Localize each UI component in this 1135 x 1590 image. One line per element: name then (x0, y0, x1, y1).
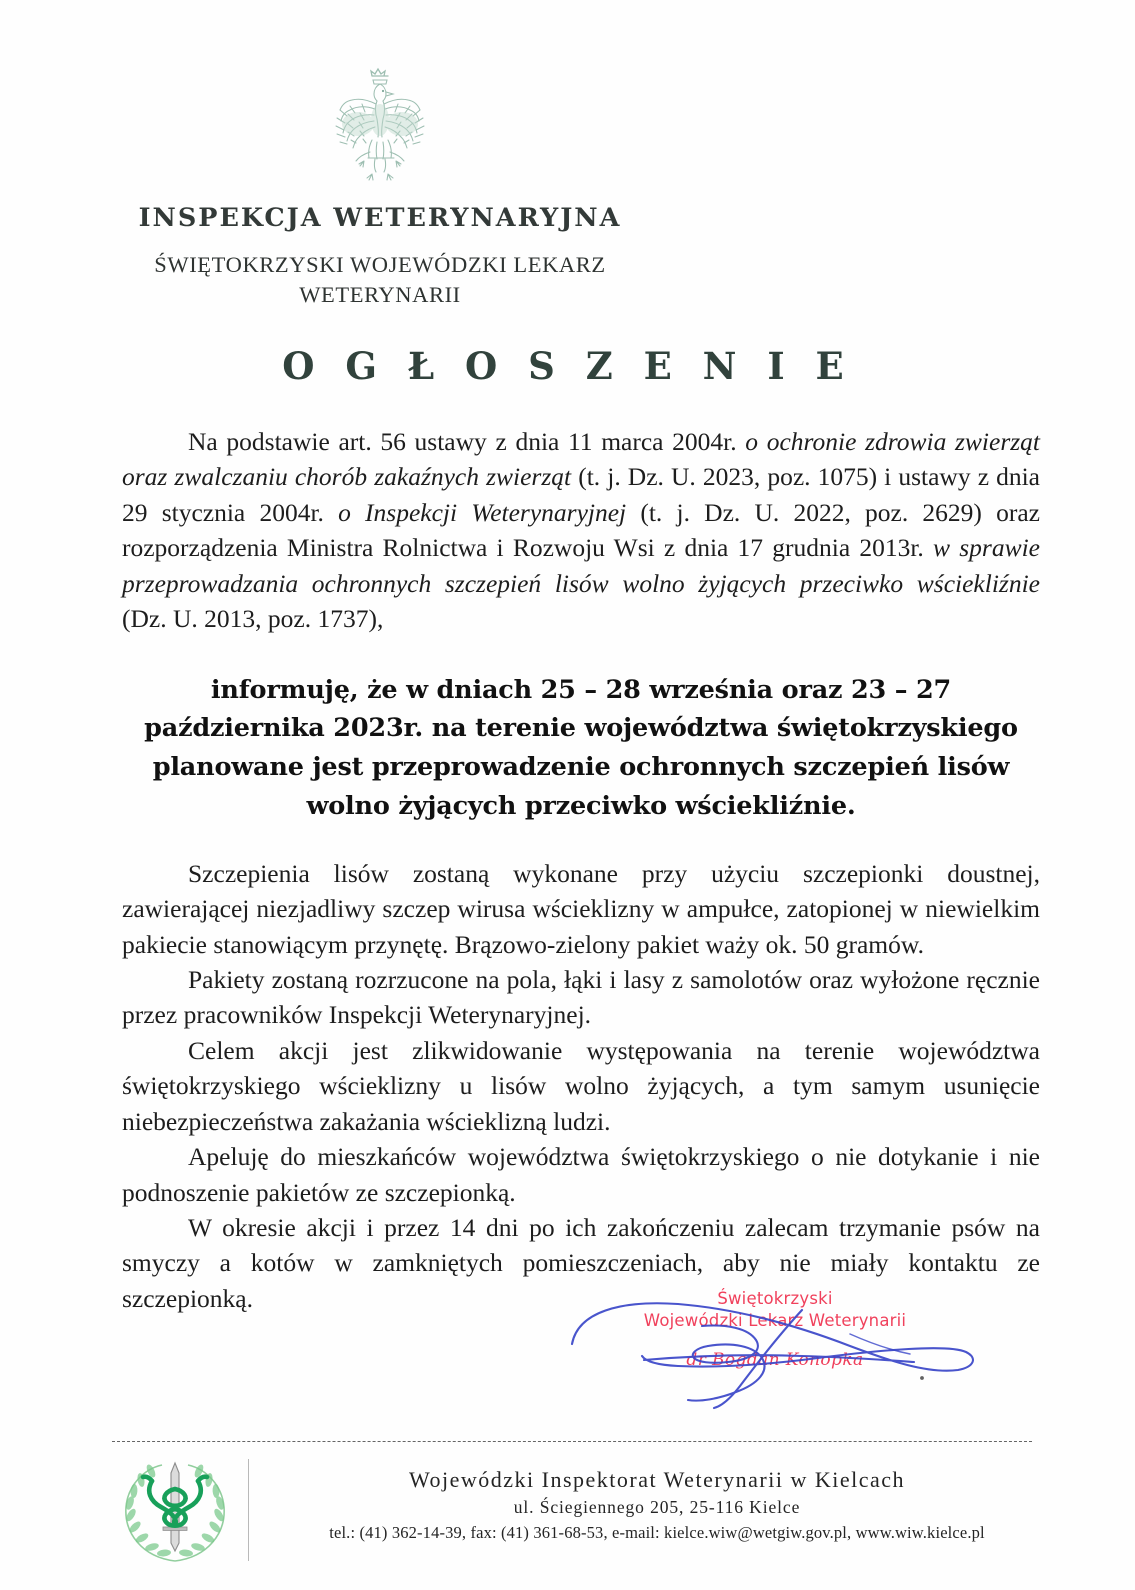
information-paragraphs (122, 856, 1040, 1317)
subtitle-line-2: WETERYNARII (299, 281, 461, 307)
organization-subtitle (0, 250, 760, 309)
legal-seg-7: (Dz. U. 2013, poz. 1737), (122, 604, 384, 634)
document-title: O G Ł O S Z E N I E (282, 344, 853, 388)
paragraph-vaccine-description: Szczepienia lisów zostaną wykonane przy użyciu szczepionki doustnej, zawierającej niezjadliwy szczep wirusa wścieklizny w ampułce, zatopionej w niewielkim pakiecie stanowiącym przynętę. Brązowo-zielony pakiet waży ok. 50 gramów. (122, 858, 1040, 959)
stamp-line-2: Wojewódzki Lekarz Weterynarii (643, 1310, 907, 1330)
document-header (0, 62, 760, 309)
stamp-line-1: Świętokrzyski (717, 1289, 833, 1308)
legal-basis-paragraph (122, 424, 1040, 637)
legal-seg-5: (t. j. Dz. U. 2022, poz. 2629) oraz rozporządzenia Ministra Rolnictwa i Rozwoju Wsi z dnia 17 grudnia 2013r. (122, 497, 1040, 563)
official-stamp-text (560, 1288, 990, 1332)
legal-seg-3: (t. j. Dz. U. 2023, poz. 1075) i ustawy z dnia 29 stycznia 2004r. (122, 462, 1041, 527)
legal-seg-1: Na podstawie art. 56 ustawy z dnia 11 marca 2004r. (188, 427, 746, 456)
legal-seg-6-italic: w sprawie przeprowadzania ochronnych szczepień lisów wolno żyjących przeciwko wściekliźnie (122, 533, 1040, 598)
paragraph-campaign-goal: Celem akcji jest zlikwidowanie występowania na terenie województwa świętokrzyskiego wścieklizny u lisów wolno żyjących, a tym samym usunięcie niebezpieczeństwa zakażania wścieklizną ludzi. (122, 1035, 1040, 1136)
footer-contact-block (262, 1466, 1052, 1544)
footer-separator (112, 1441, 1032, 1442)
paragraph-public-appeal: Apeluję do mieszkańców województwa świętokrzyskiego o nie dotykanie i nie podnoszenie pakietów ze szczepionką. (122, 1142, 1040, 1207)
footer-vertical-divider (248, 1459, 249, 1561)
paragraph-distribution-method: Pakiety zostaną rozrzucone na pola, łąki i lasy z samolotów oraz wyłożone ręcznie przez pracowników Inspekcji Weterynaryjnej. (122, 964, 1040, 1030)
announcement-statement: informuję, że w dniach 25 – 28 września oraz 23 – 27 października 2023r. na terenie województwa świętokrzyskiego planowane jest przeprowadzenie ochronnych szczepień lisów wolno żyjących przeciwko wściekliźnie. (144, 674, 1018, 821)
veterinary-caduceus-laurel-emblem-icon (116, 1457, 234, 1569)
footer-contact-details: tel.: (41) 362-14-39, fax: (41) 361-68-53, e-mail: kielce.wiw@wetgiw.gov.pl, www.wiw.kielce.pl (329, 1523, 985, 1543)
footer-address: ul. Ściegiennego 205, 25-116 Kielce (513, 1496, 801, 1517)
paragraph-pet-precautions: W okresie akcji i przez 14 dni po ich zakończeniu zalecam trzymanie psów na smyczy a kotów w zamkniętych pomieszczeniach, aby nie miały kontaktu ze szczepionką. (122, 1213, 1040, 1313)
legal-seg-2-italic: o ochronie zdrowia zwierząt oraz zwalczaniu chorób zakaźnych zwierząt (122, 427, 1040, 492)
organization-name: INSPEKCJA WETERYNARYJNA (138, 203, 622, 233)
signature-block (560, 1288, 990, 1413)
polish-eagle-emblem (320, 62, 440, 190)
stamp-officer-name: dr Bogdan Konopka (686, 1350, 864, 1370)
legal-seg-4-italic: o Inspekcji Weterynaryjnej (338, 497, 627, 527)
footer-organization: Wojewódzki Inspektorat Weterynarii w Kielcach (408, 1467, 906, 1492)
document-body (122, 424, 1040, 1316)
subtitle-line-1: ŚWIĘTOKRZYSKI WOJEWÓDZKI LEKARZ (154, 252, 606, 278)
